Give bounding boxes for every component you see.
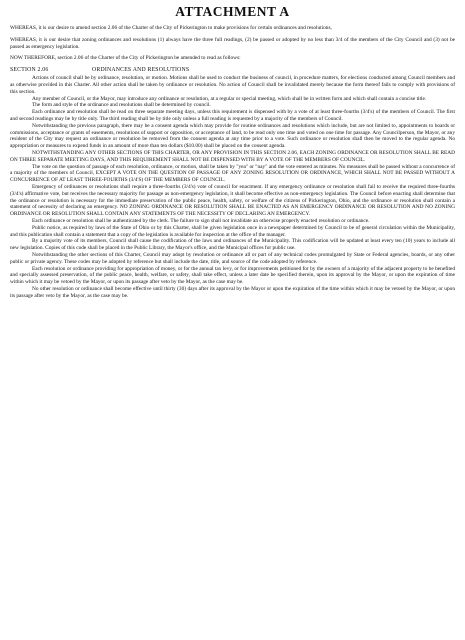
paragraph-technical-codes: Notwithstanding the other sections of this Charter, Council may adopt by resolution or ordinance all or part of any technical codes promulgated by State or Federal agencies, boards, or any other public or private agency. These codes may be adopted by reference but shall include the date, title, and source of the code adopted by reference. bbox=[10, 251, 455, 265]
now-therefore-clause: NOW THEREFORE, section 2.06 of the Charter of the City of Pickerington be amended to read as follows: bbox=[10, 55, 241, 62]
whereas-clause-2: WHEREAS, it is our desire that zoning ordinances and resolutions (1) always have the three full readings, (2) be passed or adopted by no less than 3/4 of the members of the City Council and (3) not be passed as emergency legislation. bbox=[10, 36, 455, 50]
paragraph-vote: The vote on the question of passage of each resolution, ordinance, or motion, shall be taken by "yea" or "nay" and the vote entered as minutes. No measures shall be passed without a concurrence of a majority of the members of Council, EXCEPT A VOTE ON THE QUESTION OF PASSAGE OF ANY ZONING RESOLUTION OR ORDINANCE, WHICH SHALL NOT BE PASSED WITHOUT A CONCURRENCE OF AT LEAST THREE-FOURTHS (3/4'S) OF THE MEMBERS OF COUNCIL. bbox=[10, 163, 455, 184]
paragraph-emergency: Emergency of ordinances or resolutions shall require a three-fourths (3/4's) vote of council for enactment. If any emergency ordinance or resolution shall fail to receive the required three-fourths (3/4's) affirmative vote, but receives the necessary majority for passage as non-emergency legislation, it shall become effective as non-emergency legislation. The Council before enacting shall determine that the ordinance or resolution is necessary for the immediate preservation of the public peace, health, safety, or welfare of the citizens of Pickerington, Ohio, and the ordinance or resolution shall contain a statement of necessity of declaring an emergency. NO ZONING ORDINANCE OR RESOLUTION SHALL BE ENACTED AS AN EMERGENCY ORDINANCE OR RESOLUTION AND NO ZONING ORDINANCE OR RESOLUTION SHALL CONTAIN ANY STATEMENTS OF THE NECESSITY OF DECLARING AN EMERGENCY. bbox=[10, 183, 455, 218]
document-title: ATTACHMENT A bbox=[175, 4, 290, 19]
section-number: SECTION 2.06 bbox=[10, 67, 49, 74]
section-heading bbox=[10, 67, 455, 74]
paragraph-appropriation: Each resolution or ordinance providing for appropriation of money, or for the annual tax levy, or for improvements petitioned for by the owners of a majority of the adjacent property to be benefited and specially assessed preservation, of the public peace, health, welfare, or safety, shall take effect, unless a later date be specified therein, upon its approval by the Mayor, or upon the expiration of time within which it may be vetoed by the Mayor, or upon its passage after veto by the Mayor, as the case may be. bbox=[10, 265, 455, 286]
paragraph-readings: Each ordinance and resolution shall be read on three separate meeting days, unless this requirement is dispensed with by a vote of at least three-fourths (3/4's) of the members of Council. The first and second readings may be by title only. The third reading shall be by title only unless a full reading is requested by a majority of the members of Council. bbox=[10, 109, 455, 122]
paragraph-consent-agenda: Notwithstanding the previous paragraph, there may be a consent agenda which may provide for routine ordinances and resolutions which include, but are not limited to, appointments to boards or commissions, acceptance or grants of easements, resolutions of support or opposition, or acceptance of land, to be read only one time and voted on one time for passage. Any Councilperson, the Mayor, or any resident of the City may request an ordinance or resolution be removed from the consent agenda at any time prior to a vote. Such ordinance or resolution shall then be moved to the regular agenda. No appropriation or measures to expend funds in an amount of more than ten dollars ($10.00) shall be placed on the consent agenda. bbox=[10, 122, 455, 150]
whereas-clause-1: WHEREAS, it is our desire to amend section 2.06 of the Charter of the City of Pickerington to make provisions for certain ordinances and resolutions, bbox=[10, 25, 332, 31]
paragraph-codification: By a majority vote of its members, Council shall cause the codification of the laws and ordinances of the Municipality. This codification will be updated at least every ten (10) years to include all new legislation. Copies of this code shall be placed in the Public Library, the Mayor's office, and the Municipal offices for public use. bbox=[10, 238, 455, 252]
paragraph-introduce: Any member of Council, or the Mayor, may introduce any ordinance or resolution, at a regular or special meeting, which shall be in written form and which shall contain a concise title. bbox=[32, 95, 427, 102]
paragraph-form: The form and style of the ordinance and resolutions shall be determined by council. bbox=[32, 102, 211, 109]
paragraph-effective-date: No other resolution or ordinance shall become effective until thirty (30) days after its approval by the Mayor or upon the expiration of the time within which it may be vetoed by the Mayor, or upon its passage after veto by the Mayor, as the case may be. bbox=[10, 285, 455, 299]
paragraph-public-notice: Public notice, as required by laws of the State of Ohio or by this Charter, shall be given legislation once in a newspaper determined by Council to be of general circulation within the Municipality, and this publication shall contain a statement that a copy of the legislation is available for inspection at the office of the manager. bbox=[10, 224, 455, 238]
paragraph-actions: Actions of council shall be by ordinance, resolution, or motion. Motions shall be used to conduct the business of council, in procedure matters, for elections conducted among Council members and as otherwise provided in this Charter. All other action shall be taken by ordinance or resolution. No action of Council shall be invalidated merely because the form thereof fails to comply with provisions of this section. bbox=[10, 75, 455, 95]
section-title: ORDINANCES AND RESOLUTIONS bbox=[92, 67, 190, 74]
paragraph-authentication: Each ordinance or resolution shall be authenticated by the clerk. The failure to sign shall not invalidate an otherwise properly enacted resolution or ordinance. bbox=[32, 217, 370, 224]
paragraph-zoning-readings: NOTWITHSTANDING ANY OTHER SECTIONS OF THIS CHARTER, OR ANY PROVISION IN THIS SECTION 2.06, EACH ZONING ORDINANCE OR RESOLUTION SHALL BE READ ON THREE SEPARATE MEETING DAYS, AND THIS REQUIREMENT SHALL NOT BE DISPENSED WITH BY A VOTE OF THE MEMBERS OF COUNCIL. bbox=[10, 149, 455, 163]
